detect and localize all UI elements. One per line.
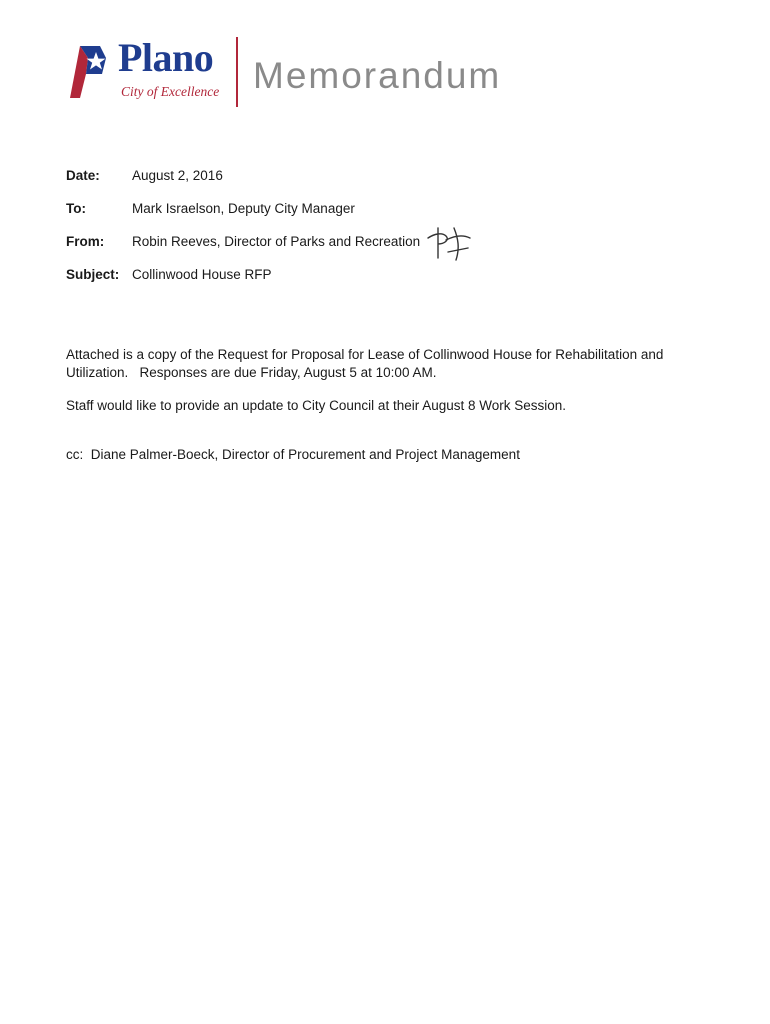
from-field [66, 235, 420, 249]
to-value: Mark Israelson, Deputy City Manager [132, 201, 355, 216]
body-paragraph-2: Staff would like to provide an update to City Council at their August 8 Work Session. [66, 398, 567, 413]
to-label: To: [66, 201, 86, 216]
subject-label: Subject: [66, 267, 120, 282]
from-label: From: [66, 234, 105, 249]
star-flag-icon [66, 44, 114, 100]
logo-tagline: City of Excellence [121, 84, 220, 99]
body-paragraph-1-line-1: Attached is a copy of the Request for Proposal for Lease of Collinwood House for Rehabilitation and [66, 347, 664, 362]
subject-value: Collinwood House RFP [132, 267, 272, 282]
document-title: Memorandum [253, 55, 502, 96]
logo-wordmark: Plano [118, 35, 214, 80]
from-value: Robin Reeves, Director of Parks and Recreation [132, 234, 421, 249]
handwritten-initials-signature [424, 218, 474, 264]
body-paragraph-1-line-2: Utilization. Responses are due Friday, August 5 at 10:00 AM. [66, 365, 437, 380]
subject-field [66, 268, 272, 282]
body-paragraph-1 [66, 346, 706, 382]
header-divider [236, 37, 238, 107]
cc-line: cc: Diane Palmer-Boeck, Director of Procurement and Project Management [66, 447, 520, 462]
date-field [66, 169, 223, 183]
date-value: August 2, 2016 [132, 168, 223, 183]
date-label: Date: [66, 168, 100, 183]
plano-logo [66, 35, 226, 104]
to-field [66, 202, 355, 216]
